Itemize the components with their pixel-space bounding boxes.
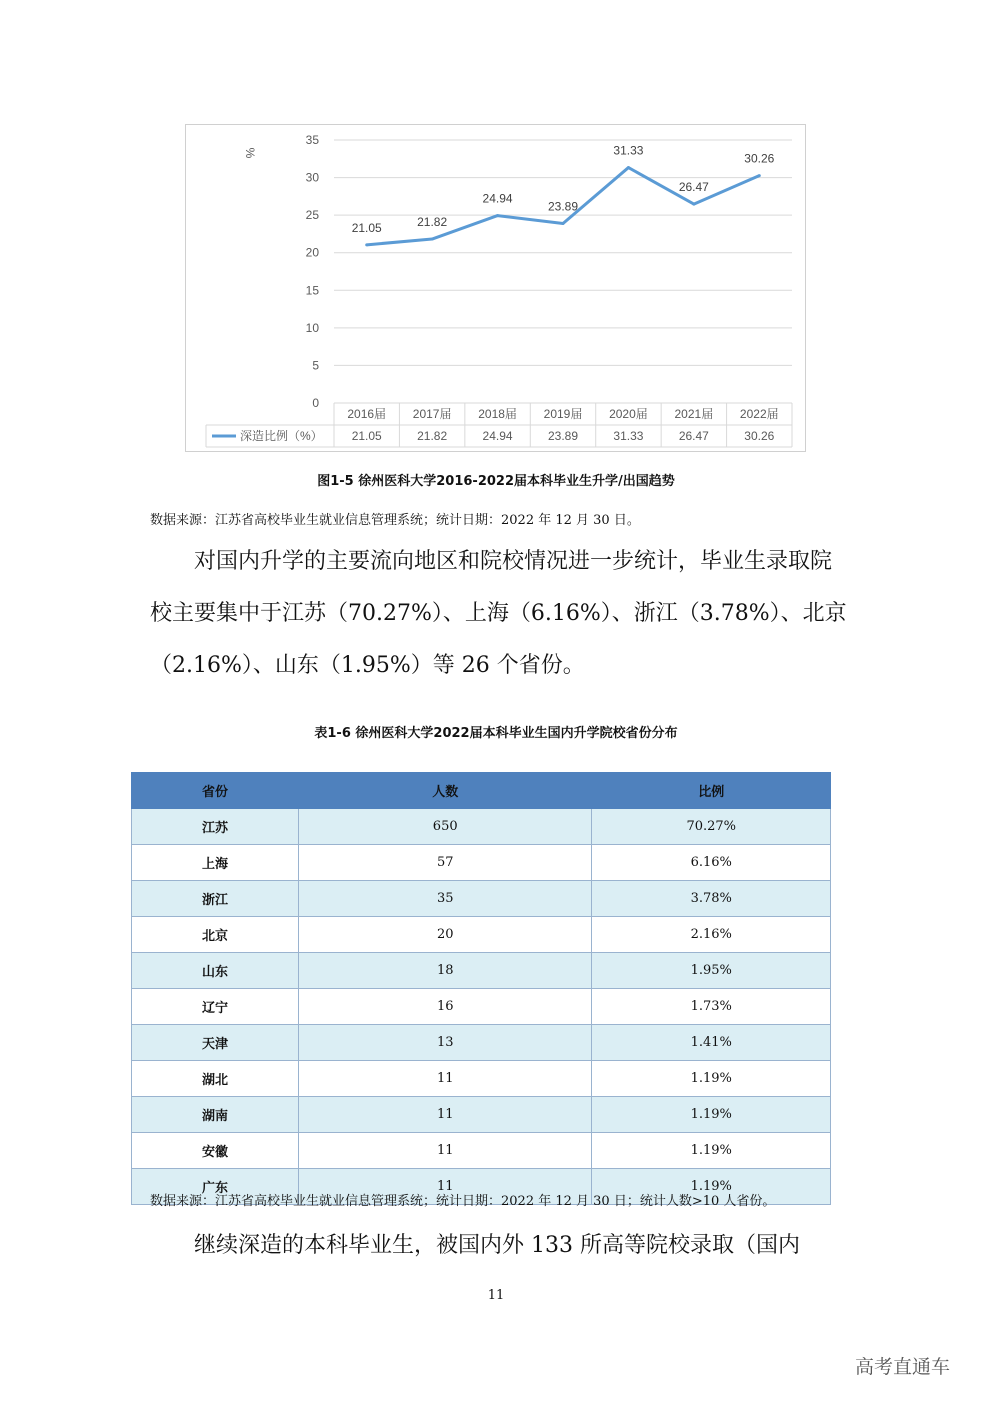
chart-source-note: 数据来源：江苏省高校毕业生就业信息管理系统；统计日期：2022 年 12 月 30 日。	[150, 513, 640, 528]
ratio-cell: 2.16%	[592, 917, 831, 953]
ratio-cell: 1.19%	[592, 1133, 831, 1169]
table-value: 31.33	[613, 429, 644, 443]
ratio-cell: 1.19%	[592, 1061, 831, 1097]
table-row	[132, 1133, 831, 1169]
table-value: 30.26	[744, 429, 775, 443]
table-row	[132, 953, 831, 989]
data-label: 21.82	[417, 215, 448, 230]
data-point	[365, 243, 368, 246]
ratio-cell: 1.73%	[592, 989, 831, 1025]
count-cell: 18	[298, 953, 591, 989]
x-tick-label: 2016届	[347, 407, 387, 421]
y-tick-label: 30	[305, 170, 319, 185]
province-cell: 辽宁	[132, 989, 299, 1025]
table-value: 21.05	[351, 429, 382, 443]
table-row	[132, 1061, 831, 1097]
figure-caption: 图1-5 徐州医科大学2016-2022届本科毕业生升学/出国趋势	[317, 474, 675, 489]
data-point	[496, 214, 499, 217]
data-point	[431, 238, 434, 241]
count-cell: 11	[298, 1133, 591, 1169]
ratio-cell: 6.16%	[592, 845, 831, 881]
legend-series-name: 深造比例（%）	[240, 429, 323, 443]
data-label: 24.94	[482, 191, 513, 206]
table-row	[132, 809, 831, 845]
y-axis-label: %	[243, 147, 257, 159]
page-number: 11	[487, 1288, 505, 1303]
count-cell: 57	[298, 845, 591, 881]
data-point	[758, 174, 761, 177]
y-tick-label: 10	[305, 320, 319, 335]
y-tick-label: 0	[312, 396, 319, 410]
count-cell: 13	[298, 1025, 591, 1061]
x-tick-label: 2018届	[478, 407, 517, 421]
y-tick-label: 25	[305, 208, 319, 223]
x-tick-label: 2022届	[739, 407, 779, 421]
table-value: 23.89	[547, 429, 579, 443]
count-cell: 11	[298, 1169, 591, 1205]
data-point	[692, 203, 695, 206]
header-province: 省份	[132, 773, 299, 809]
y-tick-label: 15	[305, 283, 319, 298]
province-cell: 天津	[132, 1025, 299, 1061]
table-row	[132, 917, 831, 953]
count-cell: 650	[298, 809, 591, 845]
province-cell: 湖南	[132, 1097, 299, 1133]
y-tick-label: 5	[312, 358, 319, 373]
data-label: 31.33	[613, 143, 644, 158]
table-row	[132, 1097, 831, 1133]
ratio-cell: 1.95%	[592, 953, 831, 989]
data-label: 30.26	[744, 151, 775, 166]
header-ratio: 比例	[592, 773, 831, 809]
watermark-text: 高考直通车	[855, 1356, 951, 1378]
x-tick-label: 2017届	[412, 407, 452, 421]
body-paragraph-2: 继续深造的本科毕业生，被国内外 133 所高等院校录取（国内	[194, 1233, 800, 1258]
x-tick-label: 2021届	[674, 407, 714, 421]
data-point	[627, 166, 630, 169]
trend-chart-svg	[186, 125, 807, 453]
count-cell: 35	[298, 881, 591, 917]
table-value: 26.47	[678, 429, 709, 443]
x-tick-label: 2020届	[609, 407, 648, 421]
x-tick-label: 2019届	[543, 407, 583, 421]
ratio-cell: 1.19%	[592, 1169, 831, 1205]
table-row	[132, 881, 831, 917]
trend-chart	[185, 124, 806, 452]
data-label: 23.89	[547, 199, 579, 214]
ratio-cell: 1.19%	[592, 1097, 831, 1133]
data-point	[562, 222, 565, 225]
province-cell: 上海	[132, 845, 299, 881]
table-body	[132, 809, 831, 1205]
count-cell: 20	[298, 917, 591, 953]
table-header-row	[132, 773, 831, 809]
province-cell: 安徽	[132, 1133, 299, 1169]
body-paragraph-1: 对国内升学的主要流向地区和院校情况进一步统计，毕业生录取院校主要集中于江苏（70.27%）、上海（6.16%）、浙江（3.78%）、北京（2.16%）、山东（1.95%）等 26 个省份。	[150, 549, 847, 678]
count-cell: 11	[298, 1061, 591, 1097]
ratio-cell: 70.27%	[592, 809, 831, 845]
data-label: 26.47	[678, 180, 709, 195]
table-row	[132, 1025, 831, 1061]
province-cell: 江苏	[132, 809, 299, 845]
ratio-cell: 3.78%	[592, 881, 831, 917]
count-cell: 11	[298, 1097, 591, 1133]
table-row	[132, 989, 831, 1025]
table-source-note: 数据来源：江苏省高校毕业生就业信息管理系统；统计日期：2022 年 12 月 30 日；统计人数>10 人省份。	[150, 1194, 776, 1209]
data-label: 21.05	[351, 220, 382, 235]
province-cell: 广东	[132, 1169, 299, 1205]
province-cell: 山东	[132, 953, 299, 989]
province-cell: 湖北	[132, 1061, 299, 1097]
province-cell: 浙江	[132, 881, 299, 917]
table-value: 21.82	[417, 429, 448, 443]
header-count: 人数	[298, 773, 591, 809]
y-tick-label: 35	[305, 133, 319, 147]
table-row	[132, 845, 831, 881]
table-value: 24.94	[482, 429, 513, 443]
table-caption: 表1-6 徐州医科大学2022届本科毕业生国内升学院校省份分布	[314, 726, 678, 741]
count-cell: 16	[298, 989, 591, 1025]
province-cell: 北京	[132, 917, 299, 953]
ratio-cell: 1.41%	[592, 1025, 831, 1061]
y-tick-label: 20	[305, 245, 319, 260]
province-table	[131, 772, 831, 1205]
